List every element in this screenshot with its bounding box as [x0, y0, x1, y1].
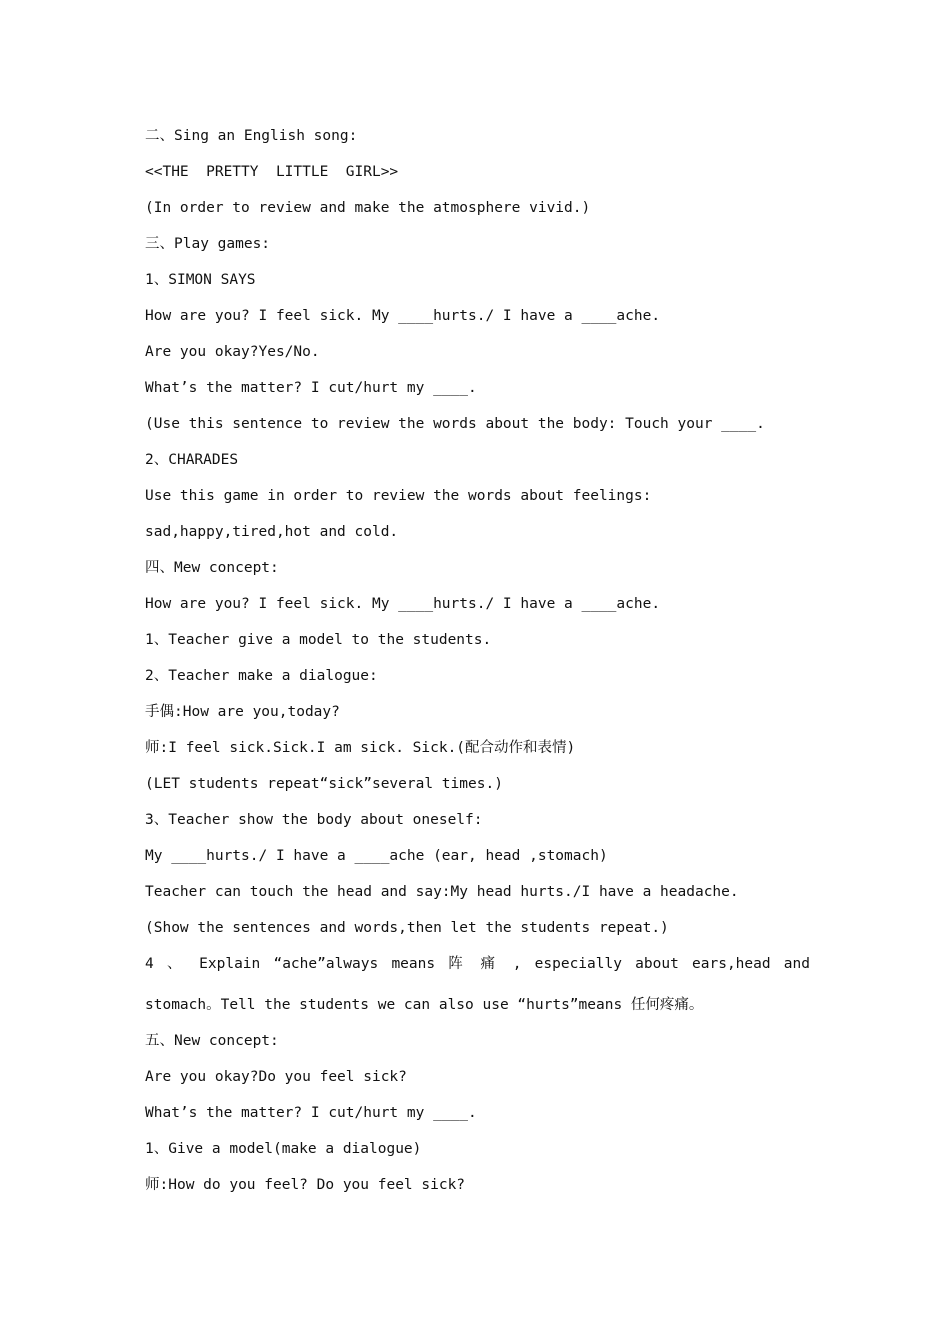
text-line: Teacher can touch the head and say:My head hurts./I have a headache.	[145, 884, 739, 900]
text-line: How are you? I feel sick. My ____hurts./ I have a ____ache.	[145, 308, 661, 324]
document-body	[145, 126, 810, 1211]
dialogue-line: 师:I feel sick.Sick.I am sick. Sick.(配合动作和表情)	[145, 740, 576, 756]
dialogue-line: 手偶:How are you,today?	[145, 704, 340, 720]
text-line: (Use this sentence to review the words about the body: Touch your ____.	[145, 416, 765, 432]
text-line: What’s the matter? I cut/hurt my ____.	[145, 380, 477, 396]
text-line: stomach。Tell the students we can also use “hurts”means 任何疼痛。	[145, 997, 704, 1013]
text-line: Are you okay?Yes/No.	[145, 344, 320, 360]
section-heading-mew-concept: 四、Mew concept:	[145, 560, 279, 576]
text-line: 3、Teacher show the body about oneself:	[145, 812, 483, 828]
section-heading-sing-song: 二、Sing an English song:	[145, 128, 358, 144]
text-line: Use this game in order to review the words about feelings:	[145, 488, 652, 504]
text-line: My ____hurts./ I have a ____ache (ear, head ,stomach)	[145, 848, 608, 864]
text-line-justified: 4 、 Explain “ache”always means 阵 痛 , especially about ears,head and	[145, 956, 810, 972]
subheading-charades: 2、CHARADES	[145, 452, 239, 468]
text-line: (Show the sentences and words,then let the students repeat.)	[145, 920, 669, 936]
section-heading-play-games: 三、Play games:	[145, 236, 271, 252]
section-heading-new-concept: 五、New concept:	[145, 1033, 279, 1049]
text-line: 1、Give a model(make a dialogue)	[145, 1141, 422, 1157]
song-title: <<THE PRETTY LITTLE GIRL>>	[145, 164, 399, 180]
text-line: What’s the matter? I cut/hurt my ____.	[145, 1105, 477, 1121]
text-line: sad,happy,tired,hot and cold.	[145, 524, 399, 540]
text-line: (LET students repeat“sick”several times.)	[145, 776, 503, 792]
text-line: 1、Teacher give a model to the students.	[145, 632, 492, 648]
dialogue-line: 师:How do you feel? Do you feel sick?	[145, 1177, 466, 1193]
text-line: (In order to review and make the atmosphere vivid.)	[145, 200, 591, 216]
text-line: 2、Teacher make a dialogue:	[145, 668, 378, 684]
text-line: Are you okay?Do you feel sick?	[145, 1069, 407, 1085]
text-line: How are you? I feel sick. My ____hurts./ I have a ____ache.	[145, 596, 661, 612]
subheading-simon-says: 1、SIMON SAYS	[145, 272, 256, 288]
